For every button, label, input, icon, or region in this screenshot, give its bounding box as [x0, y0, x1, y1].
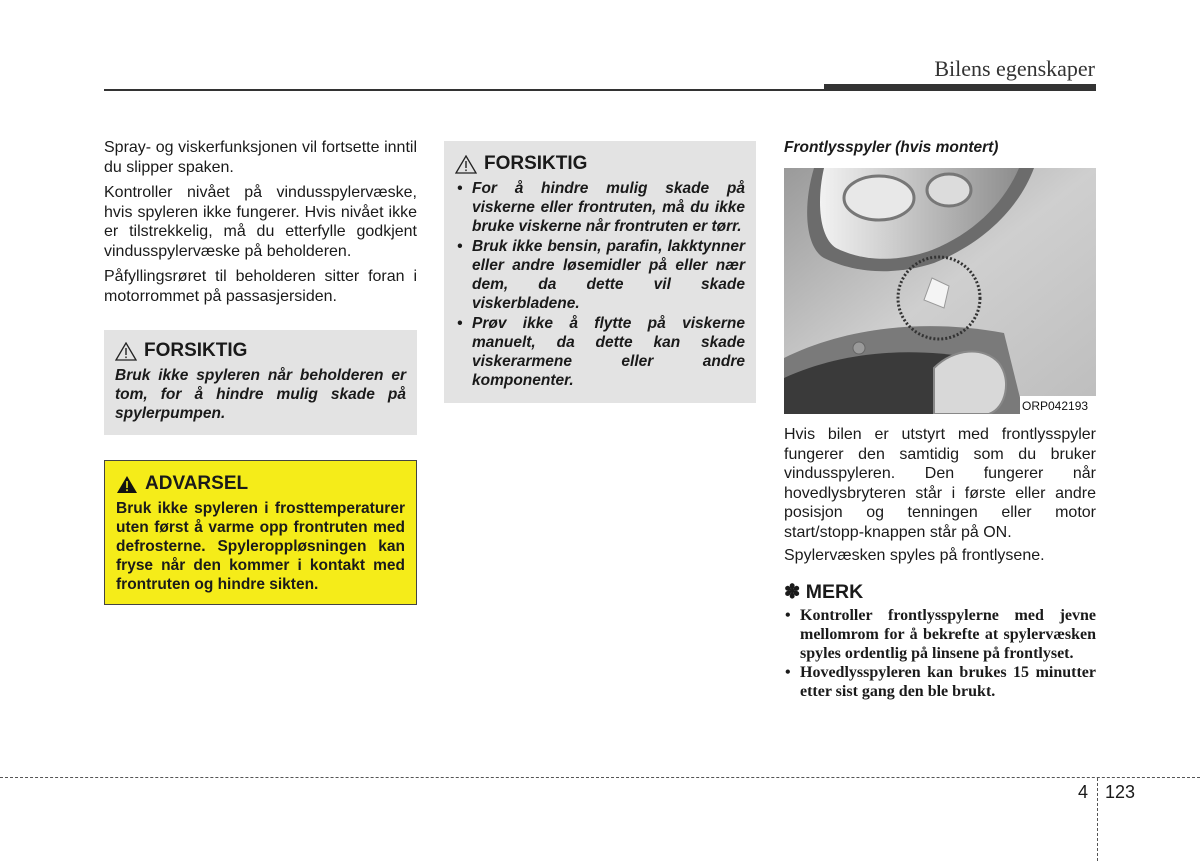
header-rule	[104, 89, 824, 91]
column-3-text	[784, 425, 1096, 570]
note-title: ✽ MERK	[784, 581, 864, 603]
list-item: • For å hindre mulig skade på viskerne eller frontruten, må du ikke bruke viskerne når frontruten er tørr.	[455, 179, 745, 236]
caution-box-1	[104, 330, 417, 435]
paragraph: Påfyllingsrøret til beholderen sitter foran i motorrommet på passasjersiden.	[104, 268, 417, 305]
note-symbol-icon: ✽	[784, 581, 801, 603]
caution-title: FORSIKTIG	[144, 340, 248, 361]
caution-body: Bruk ikke spyleren når beholderen er tom, for å hindre mulig skade på spylerpumpen.	[115, 367, 406, 422]
note-list	[784, 606, 1096, 701]
list-item: • Bruk ikke bensin, parafin, lakktynner eller andre løsemidler på eller nær dem, da dette vil skade viskerbladene.	[455, 237, 745, 313]
list-item: • Kontroller frontlysspylerne med jevne mellomrom for å bekrefte at spylervæsken spyles ordentlig på linsene på frontlyset.	[784, 606, 1096, 663]
caution-box-2	[444, 141, 756, 403]
paragraph: Spylervæsken spyles på frontlysene.	[784, 547, 1045, 564]
caution-list	[455, 179, 745, 390]
paragraph: Hvis bilen er utstyrt med frontlysspyler fungerer den samtidig som du bruker vindusspyleren. Den fungerer når hovedlysbryteren står i første eller andre posisjon og tenningen eller motor start/stopp-knappen står på ON.	[784, 426, 1096, 541]
warning-triangle-icon	[455, 155, 477, 174]
list-item: • Hovedlysspyleren kan brukes 15 minutter etter sist gang den ble brukt.	[784, 663, 1096, 701]
section-heading: Frontlysspyler (hvis montert)	[784, 139, 999, 156]
paragraph: Spray- og viskerfunksjonen vil fortsette inntil du slipper spaken.	[104, 139, 417, 176]
footer-divider	[1097, 778, 1098, 861]
warning-box	[104, 460, 417, 605]
warning-title: ADVARSEL	[145, 473, 249, 494]
caution-title: FORSIKTIG	[484, 153, 588, 174]
footer-rule	[0, 777, 1200, 778]
column-1	[104, 138, 417, 312]
warning-body: Bruk ikke spyleren i frosttemperaturer uten først å varme opp frontruten med defrosterne. Spyleroppløsningen kan fryse når den kommer i kontakt med frontruten og hindre sikten.	[116, 500, 405, 593]
page-number: 123	[1105, 782, 1136, 802]
list-item: • Prøv ikke å flytte på viskerne manuelt, da dette kan skade viskerarmene eller andre komponenter.	[455, 314, 745, 390]
image-code: ORP042193	[1022, 399, 1089, 413]
warning-filled-triangle-icon	[116, 475, 138, 494]
header-rule-accent	[824, 84, 1096, 91]
page-header-title: Bilens egenskaper	[934, 56, 1095, 81]
paragraph: Kontroller nivået på vindusspylervæske, hvis spyleren ikke fungerer. Hvis nivået ikke er tilstrekkelig, må du etterfylle godkjent vindusspylervæske på beholderen.	[104, 184, 417, 260]
warning-triangle-icon	[115, 342, 137, 361]
chapter-number: 4	[1078, 782, 1089, 802]
headlight-washer-photo	[784, 168, 1096, 414]
